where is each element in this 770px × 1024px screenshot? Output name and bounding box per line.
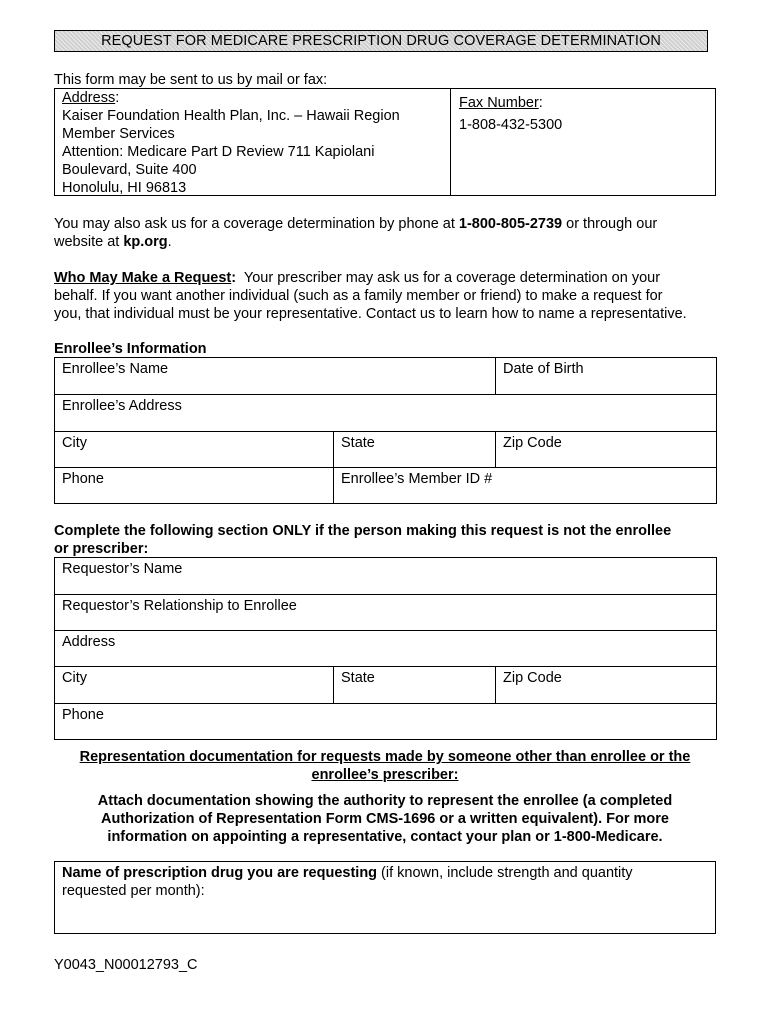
who-may-line-2: behalf. If you want another individual (such as a family member or friend) to make a request for bbox=[54, 288, 663, 304]
enrollee-address-label: Enrollee’s Address bbox=[62, 398, 182, 414]
requestor-zip-label: Zip Code bbox=[503, 670, 562, 686]
representation-body-line-2: Authorization of Representation Form CMS-1696 or a written equivalent). For more bbox=[101, 811, 669, 827]
enrollee-name-field[interactable] bbox=[55, 358, 496, 395]
representation-body-line-3: information on appointing a representative, contact your plan or 1-800-Medicare. bbox=[107, 829, 663, 845]
requestor-city-label: City bbox=[62, 670, 87, 686]
drug-request-field[interactable] bbox=[54, 861, 716, 934]
enrollee-zip-field[interactable] bbox=[496, 432, 717, 468]
website-post: . bbox=[167, 234, 172, 250]
enrollee-phone-label: Phone bbox=[62, 471, 104, 487]
requestor-city-field[interactable] bbox=[55, 667, 334, 704]
website-pre: website at bbox=[54, 234, 124, 250]
fax-label: Fax Number bbox=[459, 95, 539, 111]
enrollee-state-label: State bbox=[341, 435, 375, 451]
enrollee-address-field[interactable] bbox=[55, 395, 717, 432]
who-may-line-1: Your prescriber may ask us for a coverage determination on your bbox=[236, 270, 661, 286]
phone-number: 1-800-805-2739 bbox=[458, 216, 563, 232]
requestor-state-field[interactable] bbox=[334, 667, 496, 704]
enrollee-city-label: City bbox=[62, 435, 87, 451]
representation-body-line-1: Attach documentation showing the authority to represent the enrollee (a completed bbox=[97, 793, 673, 809]
phone-paragraph bbox=[54, 215, 657, 251]
address-line-4: Boulevard, Suite 400 bbox=[62, 162, 197, 178]
enrollee-table bbox=[54, 357, 717, 504]
requestor-address-label: Address bbox=[62, 634, 116, 650]
requestor-state-label: State bbox=[341, 670, 375, 686]
drug-request-label-line-2: requested per month): bbox=[62, 883, 205, 899]
address-line-5: Honolulu, HI 96813 bbox=[62, 180, 187, 196]
requestor-heading-line-1: Complete the following section ONLY if the person making this request is not the enrollee bbox=[54, 523, 672, 539]
requestor-heading bbox=[54, 522, 671, 558]
requestor-name-label: Requestor’s Name bbox=[62, 561, 183, 577]
requestor-name-field[interactable] bbox=[55, 558, 717, 595]
website-link: kp.org bbox=[123, 234, 168, 250]
enrollee-zip-label: Zip Code bbox=[503, 435, 562, 451]
enrollee-name-label: Enrollee’s Name bbox=[62, 361, 169, 377]
form-title: REQUEST FOR MEDICARE PRESCRIPTION DRUG COVERAGE DETERMINATION bbox=[54, 30, 708, 52]
enrollee-member-id-label: Enrollee’s Member ID # bbox=[341, 471, 493, 487]
footer-code: Y0043_N00012793_C bbox=[54, 957, 198, 973]
representation-heading-line-1: Representation documentation for requests made by someone other than enrollee or the bbox=[79, 749, 691, 765]
drug-request-label-bold: Name of prescription drug you are requesting bbox=[62, 865, 378, 881]
representation-heading-line-2: enrollee’s prescriber: bbox=[311, 767, 459, 783]
enrollee-state-field[interactable] bbox=[334, 432, 496, 468]
address-label-line: Address: bbox=[62, 90, 120, 106]
address-line-3: Attention: Medicare Part D Review 711 Kapiolani bbox=[62, 144, 375, 160]
requestor-phone-field[interactable] bbox=[55, 704, 717, 740]
enrollee-member-id-field[interactable] bbox=[334, 468, 717, 504]
who-may-request: Who May Make a Request: Your prescriber may ask us for a coverage determination on your behalf. If you want another individual (such as a family member or friend) to make a request for you, that individual must be your representative. Contact us to learn how to name a representative. bbox=[54, 270, 687, 322]
phone-paragraph-mid: or through our bbox=[562, 216, 658, 232]
enrollee-dob-label: Date of Birth bbox=[503, 361, 584, 377]
requestor-relationship-label: Requestor’s Relationship to Enrollee bbox=[62, 598, 297, 614]
requestor-address-field[interactable] bbox=[55, 631, 717, 667]
mail-fax-divider bbox=[450, 89, 451, 195]
representation-body bbox=[54, 792, 716, 846]
fax-number: 1-808-432-5300 bbox=[459, 117, 563, 133]
requestor-relationship-field[interactable] bbox=[55, 595, 717, 631]
enrollee-dob-field[interactable] bbox=[496, 358, 717, 395]
requestor-phone-label: Phone bbox=[62, 707, 104, 723]
address-label: Address bbox=[62, 90, 116, 106]
address-line-2: Member Services bbox=[62, 126, 175, 142]
requestor-table bbox=[54, 557, 717, 740]
intro-text: This form may be sent to us by mail or fax: bbox=[54, 72, 328, 88]
who-may-line-3: you, that individual must be your representative. Contact us to learn how to name a representative. bbox=[54, 306, 687, 322]
enrollee-phone-field[interactable] bbox=[55, 468, 334, 504]
requestor-heading-line-2: or prescriber: bbox=[54, 541, 149, 557]
drug-request-label-rest: (if known, include strength and quantity bbox=[377, 865, 633, 881]
mail-fax-box bbox=[54, 88, 716, 196]
address-line-1: Kaiser Foundation Health Plan, Inc. – Hawaii Region bbox=[62, 108, 400, 124]
phone-paragraph-pre: You may also ask us for a coverage determination by phone at bbox=[54, 216, 459, 232]
requestor-zip-field[interactable] bbox=[496, 667, 717, 704]
fax-label-line: Fax Number: bbox=[459, 95, 543, 111]
enrollee-city-field[interactable] bbox=[55, 432, 334, 468]
representation-heading bbox=[54, 748, 716, 784]
who-may-heading: Who May Make a Request bbox=[54, 270, 232, 286]
enrollee-heading: Enrollee’s Information bbox=[54, 341, 207, 357]
